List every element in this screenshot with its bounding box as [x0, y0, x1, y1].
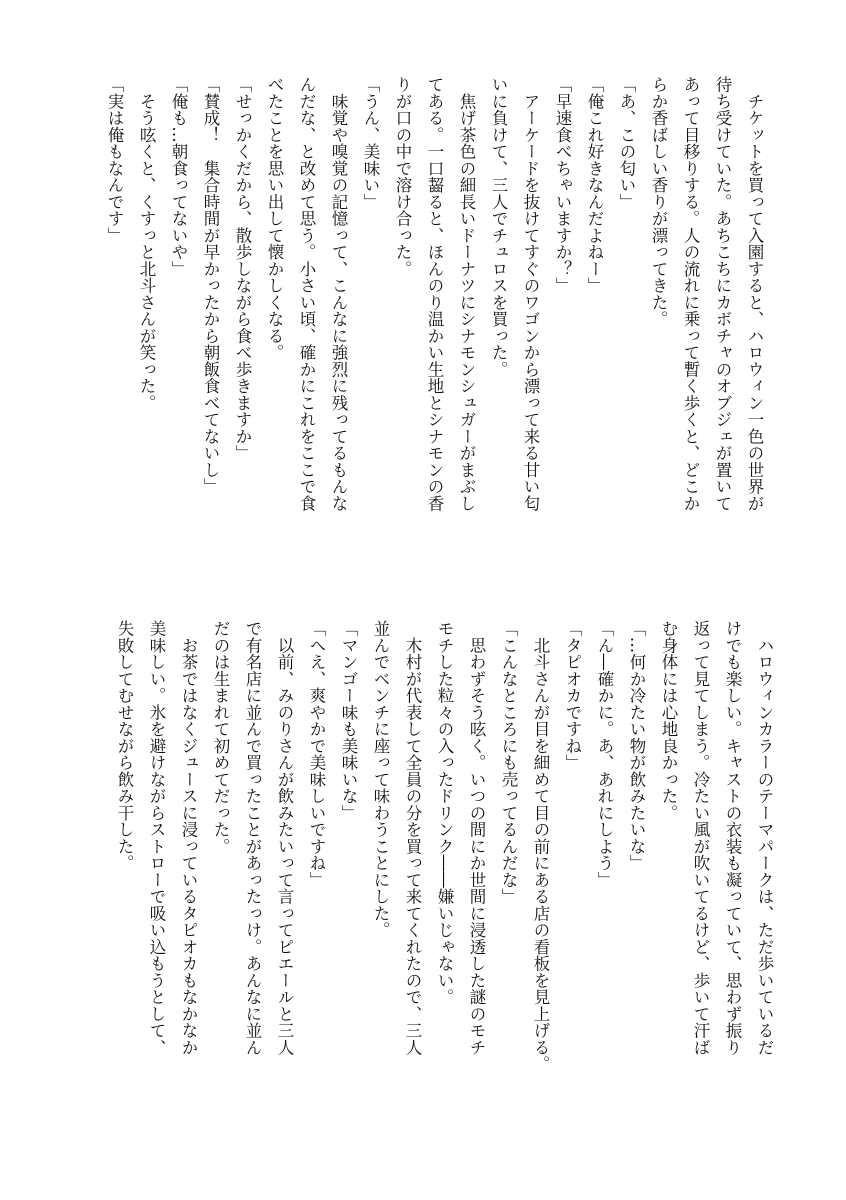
text-line: 「こんなところにも売ってるんだな」	[499, 620, 518, 905]
text-line: アーケードを抜けてすぐのワゴンから漂って来る甘い匂	[521, 76, 540, 512]
text-line: 木村が代表して全員の分を買って来てくれたので、三人	[403, 620, 422, 1056]
text-line: けでも楽しい。キャストの衣装も凝っていて、思わず振り	[723, 620, 742, 1056]
text-line: で有名店に並んで買ったことがあったっけ。あんなに並ん	[243, 620, 262, 1056]
text-line: 並んでベンチに座って味わうことにした。	[371, 620, 390, 939]
text-line: 北斗さんが目を細めて目の前にある店の看板を見上げる。	[531, 620, 550, 1073]
text-line: だのは生まれて初めてだった。	[211, 620, 230, 855]
text-line: モチした粒々の入ったドリンク――嫌いじゃない。	[435, 620, 454, 1006]
text-line: 「賛成！ 集合時間が早かったから朝飯食べてないし」	[201, 76, 220, 495]
text-line: 「あ、この匂い」	[617, 76, 636, 210]
text-line: 以前、みのりさんが飲みたいって言ってピエールと三人	[275, 620, 294, 1056]
text-line: 「へえ、爽やかで美味しいですね」	[307, 620, 326, 888]
text-line: ハロウィンカラーのテーマパークは、ただ歩いているだ	[755, 620, 774, 1056]
text-line: 「実は俺もなんです」	[105, 76, 124, 244]
text-line: 「ん―確かに。あ、あれにしよう」	[595, 620, 614, 888]
text-line: 「うん、美味い」	[361, 76, 380, 210]
text-line: てある。一口齧ると、ほんのり温かい生地とシナモンの香	[425, 76, 444, 512]
text-line: べたことを思い出して懐かしくなる。	[265, 76, 284, 361]
text-line: んだな、と改めて思う。小さい頃、確かにこれをここで食	[297, 76, 316, 512]
text-line: 失敗してむせながら飲み干した。	[115, 620, 134, 872]
text-line: 美味しい。氷を避けながらストローで吸い込もうとして、	[147, 620, 166, 1056]
text-line: いに負けて、三人でチュロスを買った。	[489, 76, 508, 378]
text-line: チケットを買って入園すると、ハロウィン一色の世界が	[745, 76, 764, 512]
upper-text-block	[98, 76, 770, 512]
text-line: 「早速食べちゃいますか？」	[553, 76, 572, 294]
text-line: 思わずそう呟く。いつの間にか世間に浸透した謎のモチ	[467, 620, 486, 1056]
text-line: 「タピオカですね」	[563, 620, 582, 771]
text-line: 「…何か冷たい物が飲みたいな」	[627, 620, 646, 872]
text-line: らか香ばしい香りが漂ってきた。	[649, 76, 668, 328]
text-line: 「マンゴー味も美味いな」	[339, 620, 358, 821]
text-line: 焦げ茶色の細長いドーナツにシナモンシュガーがまぶし	[457, 76, 476, 512]
text-line: 待ち受けていた。あちこちにカボチャのオブジェが置いて	[713, 76, 732, 512]
text-line: 返って見てしまう。冷たい風が吹いてるけど、歩いて汗ば	[691, 620, 710, 1056]
text-line: 「俺も…朝食ってないや」	[169, 76, 188, 277]
text-line: 「俺これ好きなんだよねー」	[585, 76, 604, 294]
lower-text-block	[108, 620, 780, 1073]
text-line: 「せっかくだから、散歩しながら食べ歩きますか」	[233, 76, 252, 462]
text-line: む身体には心地良かった。	[659, 620, 678, 821]
text-line: お茶ではなくジュースに浸っているタピオカもなかなか	[179, 620, 198, 1056]
text-line: そう呟くと、くすっと北斗さんが笑った。	[137, 76, 156, 411]
text-line: 味覚や嗅覚の記憶って、こんなに強烈に残ってるもんな	[329, 76, 348, 512]
text-line: りが口の中で溶け合った。	[393, 76, 412, 277]
text-line: あって目移りする。人の流れに乗って暫く歩くと、どこか	[681, 76, 700, 512]
